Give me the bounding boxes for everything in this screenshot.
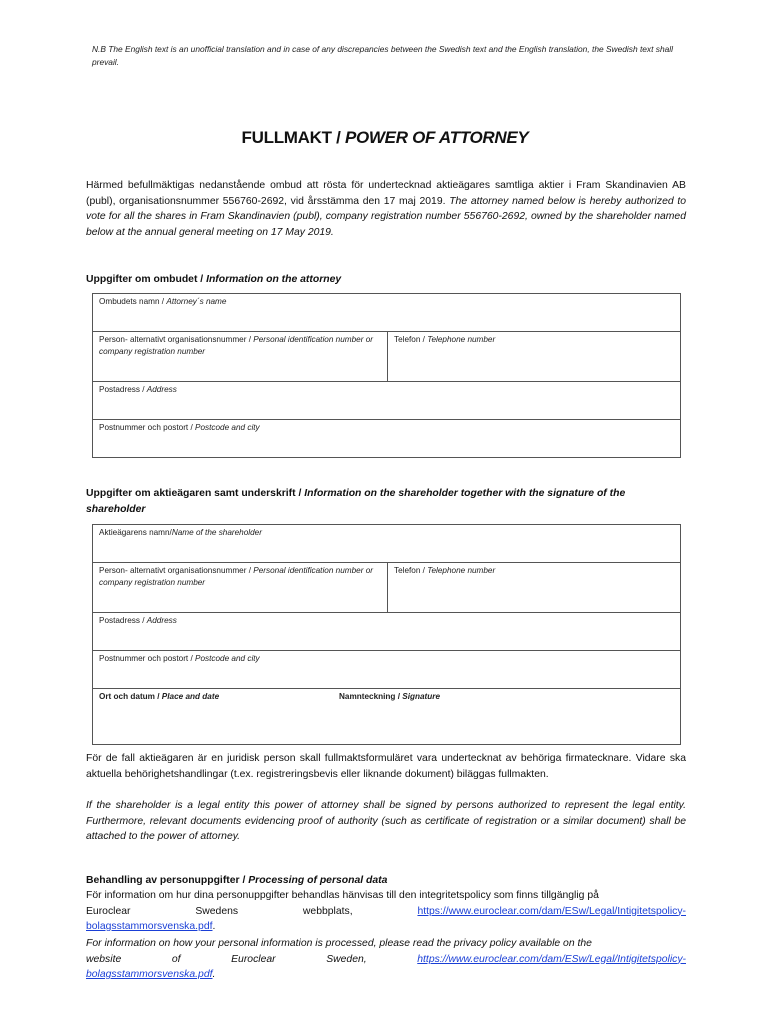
translation-note: N.B The English text is an unofficial translation and in case of any discrepancies between the Swedish text and the English translation, the Swedish text shall prevail. (92, 44, 673, 67)
attorney-name-label-sv: Ombudets namn / (99, 297, 167, 306)
shareholder-phone-field[interactable] (388, 563, 681, 613)
privacy-swedish-line3 (86, 919, 686, 935)
legal-entity-swedish: För de fall aktieägaren är en juridisk person skall fullmaktsformuläret vara undertecknat av behöriga firmatecknare. Vidare ska aktuella behörighetshandlingar (t.ex. registreringsbevis eller liknande dokument) biläggas fullmakten. (86, 753, 686, 780)
attorney-phone-field[interactable] (388, 332, 681, 382)
attorney-heading-en: Information on the attorney (206, 274, 342, 285)
privacy-en-word4: Sweden, (326, 953, 367, 965)
attorney-pid-field[interactable] (93, 332, 388, 382)
privacy-sv-word2: Swedens (195, 905, 239, 917)
place-date-label-en: Place and date (161, 692, 220, 701)
attorney-phone-label-sv: Telefon / (394, 335, 428, 344)
attorney-address-field[interactable] (93, 382, 681, 420)
privacy-heading-sv: Behandling av personuppgifter / (86, 875, 249, 886)
shareholder-name-label-en: Name of the shareholder (171, 528, 262, 537)
privacy-swedish-line1: För information om hur dina personuppgifter behandlas hänvisas till den integritetspolicy som finns tillgänglig på (86, 890, 599, 901)
privacy-link-english-part2[interactable]: bolagsstammorsvenska.pdf (86, 969, 213, 980)
privacy-english-line1: For information on how your personal information is processed, please read the privacy policy available on the (86, 938, 592, 949)
title-swedish: FULLMAKT / (241, 128, 345, 147)
shareholder-postcode-field[interactable] (93, 651, 681, 689)
privacy-heading (86, 873, 686, 889)
shareholder-name-label-sv: Aktieägarens namn/ (99, 528, 172, 537)
shareholder-phone-label-en: Telephone number (427, 566, 496, 575)
page-title (0, 128, 770, 148)
signature-label-en: Signature (402, 692, 441, 701)
attorney-name-field[interactable] (93, 294, 681, 332)
privacy-sv-word1: Euroclear (86, 905, 131, 917)
shareholder-pid-label-en: Personal identification number or company registration number (99, 566, 373, 587)
shareholder-address-field[interactable] (93, 613, 681, 651)
attorney-pid-label-sv: Person- alternativt organisationsnummer / (99, 335, 254, 344)
shareholder-heading-en: Information on the shareholder together with the signature of the shareholder (86, 488, 626, 515)
intro-swedish: Härmed befullmäktigas nedanstående ombud att rösta för undertecknad aktieägares samtliga aktier i Fram Skandinavien AB (publ), organisationsnummer 556760-2692, vid årsstämma den 17 maj 2019. (86, 180, 686, 207)
signature-label-sv: Namnteckning / (339, 692, 403, 701)
attorney-postcode-label-sv: Postnummer och postort / (99, 423, 196, 432)
attorney-address-label-en: Address (146, 385, 177, 394)
shareholder-address-label-sv: Postadress / (99, 616, 147, 625)
shareholder-table (92, 524, 681, 745)
shareholder-name-field[interactable] (93, 525, 681, 563)
privacy-heading-en: Processing of personal data (248, 875, 388, 886)
attorney-heading-sv: Uppgifter om ombudet / (86, 274, 207, 285)
attorney-heading (86, 272, 686, 288)
shareholder-postcode-label-en: Postcode and city (195, 654, 260, 663)
privacy-link-english-part1[interactable]: https://www.euroclear.com/dam/ESw/Legal/Intigitetspolicy- (417, 953, 686, 965)
signature-field[interactable] (339, 691, 440, 703)
signature-labels (99, 691, 674, 703)
privacy-en-word1: website (86, 953, 122, 965)
shareholder-pid-field[interactable] (93, 563, 388, 613)
place-date-field[interactable] (99, 691, 339, 703)
attorney-postcode-label-en: Postcode and city (195, 423, 260, 432)
shareholder-heading-sv: Uppgifter om aktieägaren samt underskrift / (86, 488, 305, 499)
legal-entity-english: If the shareholder is a legal entity this power of attorney shall be signed by persons authorized to represent the legal entity. Furthermore, relevant documents evidencing proof of authority (such as certificate of registration or a similar document) shall be attached to the power of attorney. (86, 800, 686, 842)
privacy-swedish-line2 (86, 904, 686, 920)
attorney-table (92, 293, 681, 458)
intro-paragraph (86, 178, 686, 240)
title-english: POWER OF ATTORNEY (344, 128, 529, 147)
privacy-sv-period: . (212, 921, 216, 932)
shareholder-address-label-en: Address (146, 616, 177, 625)
attorney-address-label-sv: Postadress / (99, 385, 147, 394)
attorney-pid-label-en: Personal identification number or company registration number (99, 335, 373, 356)
attorney-phone-label-en: Telephone number (427, 335, 496, 344)
privacy-english (86, 936, 686, 983)
privacy-link-swedish-part2[interactable]: bolagsstammorsvenska.pdf (86, 921, 213, 932)
place-date-label-sv: Ort och datum / (99, 692, 162, 701)
privacy-en-word3: Euroclear (231, 953, 276, 965)
signature-row (93, 689, 681, 745)
shareholder-postcode-label-sv: Postnummer och postort / (99, 654, 196, 663)
privacy-en-word2: of (171, 953, 181, 965)
attorney-postcode-field[interactable] (93, 420, 681, 458)
privacy-english-line2 (86, 952, 686, 968)
privacy-link-swedish-part1[interactable]: https://www.euroclear.com/dam/ESw/Legal/Intigitetspolicy- (417, 905, 686, 917)
privacy-sv-word3: webbplats, (302, 905, 353, 917)
privacy-english-line3 (86, 967, 686, 983)
intro-english: The attorney named below is hereby authorized to vote for all the shares in Fram Skandinavien (publ), company registration number 556760-2692, owned by the shareholder named below at the annual general meeting on 17 May 2019. (86, 195, 686, 238)
shareholder-phone-label-sv: Telefon / (394, 566, 428, 575)
attorney-name-label-en: Attorney´s name (166, 297, 227, 306)
shareholder-pid-label-sv: Person- alternativt organisationsnummer / (99, 566, 254, 575)
privacy-swedish (86, 888, 686, 935)
privacy-en-period: . (212, 969, 216, 980)
shareholder-heading (86, 486, 686, 518)
